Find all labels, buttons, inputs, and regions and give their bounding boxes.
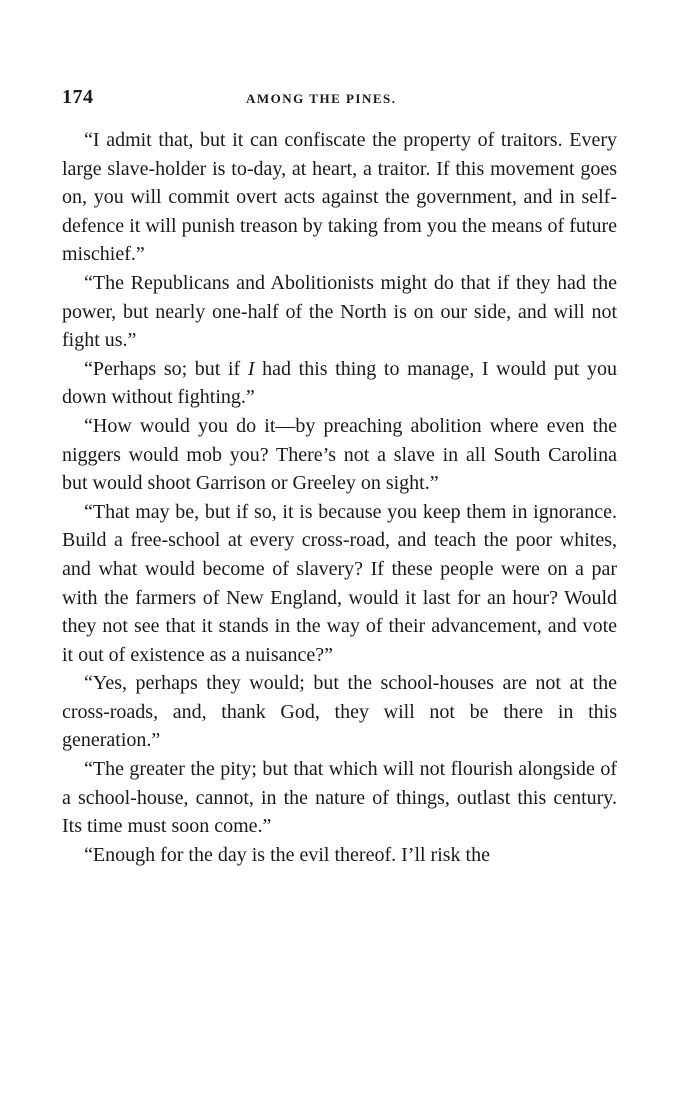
paragraph-3-emphasis: I: [247, 357, 255, 380]
paragraph-2: “The Republicans and Abolitionists might do that if they had the power, but nearly one-half of the North is on our side, and will not fight us.”: [62, 271, 617, 352]
paragraph-3: [62, 355, 617, 412]
paragraph-8: “Enough for the day is the evil thereof. I’ll risk the: [84, 843, 490, 866]
paragraph-4: “How would you do it—by preaching abolition where even the niggers would mob you? There’s not a slave in all South Carolina but would shoot Garrison or Greeley on sight.”: [62, 414, 617, 495]
book-page: [62, 86, 617, 869]
running-head: [62, 86, 617, 116]
paragraph-7: “The greater the pity; but that which will not flourish alongside of a school-house, cannot, in the nature of things, outlast this century. Its time must soon come.”: [62, 758, 617, 838]
paragraph-5: “That may be, but if so, it is because you keep them in ignorance. Build a free-school at every cross-road, and teach the poor whites, and what would become of slavery? If these people were on a par with the farmers of New England, would it last for an hour? Would they not see that it stands in the way of their advancement, and vote it out of existence as a nuisance?”: [62, 500, 617, 666]
paragraph-1: “I admit that, but it can confiscate the property of traitors. Every large slave-holder is to-day, at heart, a traitor. If this movement goes on, you will commit overt acts against the government, and in self-defence it will punish treason by taking from you the means of future mischief.”: [62, 129, 617, 266]
running-title: AMONG THE PINES.: [246, 91, 397, 106]
paragraph-3-after: had this thing to manage, I would put you down without fighting.”: [62, 357, 617, 409]
paragraph-6: “Yes, perhaps they would; but the school-houses are not at the cross-roads, and, thank God, they will not be there in this generation.”: [62, 672, 617, 752]
body-text: [62, 126, 617, 869]
paragraph-3-before: “Perhaps so; but if: [84, 357, 248, 380]
page-number: 174: [62, 86, 94, 108]
